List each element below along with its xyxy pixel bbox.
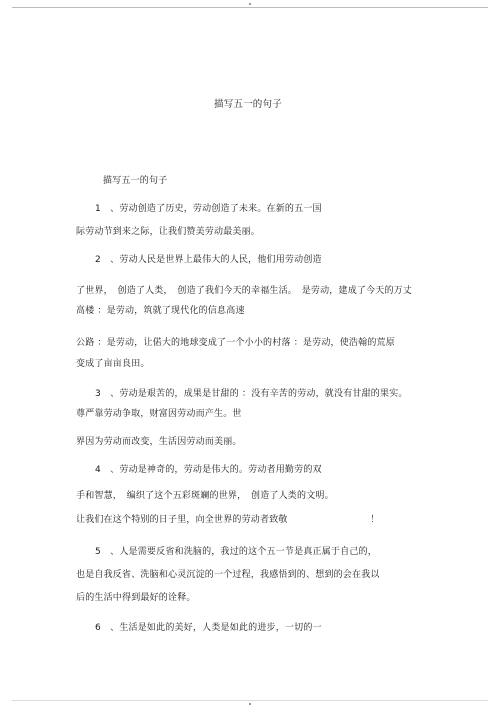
paragraph-line-1: 1 、劳动创造了历史，劳动创造了未来。在新的五一国 [95, 204, 322, 214]
paragraph-line-4: 了世界， 创造了人类， 创造了我们今天的幸福生活。 是劳动，建成了今天的万丈 [76, 286, 413, 296]
bottom-rule [12, 700, 488, 701]
bottom-center-mark [249, 703, 251, 705]
paragraph-line-13: 让我们在这个特别的日子里，向全世界的劳动者致敬 ！ [76, 515, 380, 525]
paragraph-line-8: 3 、劳动是艰苦的，成果是甘甜的 ：没有辛苦的劳动，就没有甘甜的果实。 [95, 389, 408, 399]
paragraph-line-17: 6 、生活是如此的美好，人类是如此的进步，一切的一 [95, 623, 322, 633]
paragraph-line-2: 际劳动节到来之际，让我们赞美劳动最美丽。 [76, 227, 261, 237]
top-center-mark [249, 3, 251, 5]
paragraph-line-10: 界因为劳动而改变，生活因劳动而美丽。 [76, 437, 242, 447]
paragraph-line-3: 2 、劳动人民是世界上最伟大的人民，他们用劳动创造 [95, 255, 322, 265]
document-title: 描写五一的句子 [214, 99, 282, 110]
paragraph-line-11: 4 、劳动是神奇的，劳动是伟大的。劳动者用勤劳的双 [95, 465, 322, 475]
document-subtitle: 描写五一的句子 [103, 176, 168, 186]
paragraph-line-12: 手和智慧， 编织了这个五彩斑斓的世界， 创造了人类的文明。 [76, 491, 334, 501]
paragraph-line-14: 5 、人是需要反省和洗脑的，我过的这个五一节是真正属于自己的， [95, 547, 377, 557]
paragraph-line-16: 后的生活中得到最好的诠释。 [76, 593, 196, 603]
paragraph-line-6: 公路 ：是劳动，让偌大的地球变成了一个小小的村落 ：是劳动，使浩翰的荒原 [76, 338, 395, 348]
paragraph-line-9: 尊严靠劳动争取，财富因劳动而产生。世 [76, 409, 242, 419]
top-rule [12, 7, 488, 8]
paragraph-line-7: 变成了亩亩良田。 [76, 359, 150, 369]
paragraph-line-15: 也是自我反省、洗脑和心灵沉淀的一个过程，我感悟到的、想到的会在我以 [76, 570, 380, 580]
paragraph-line-5: 高楼 ：是劳动，筑就了现代化的信息高速 [76, 306, 245, 316]
